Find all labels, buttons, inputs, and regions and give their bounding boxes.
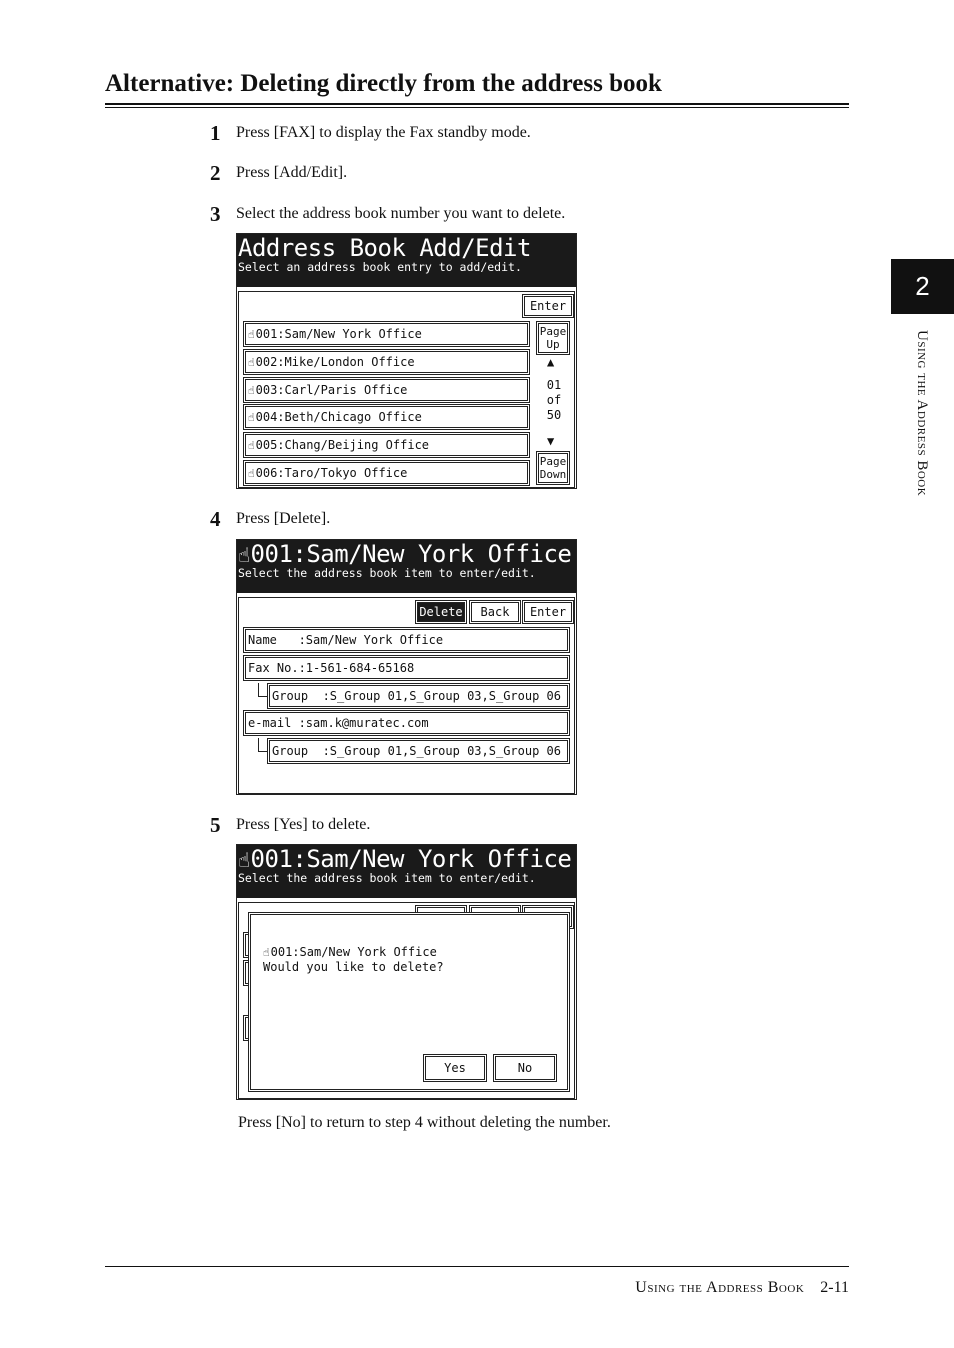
side-chapter-label: Using the Address Book <box>914 330 930 497</box>
fax-row[interactable]: Fax No.:1-561-684-65168 <box>245 657 568 679</box>
screen-header <box>237 234 576 287</box>
list-item[interactable] <box>245 351 528 373</box>
hand-icon: ☝ <box>248 466 255 480</box>
confirm-dialog <box>250 914 568 1090</box>
fax-group-row[interactable]: Group :S_Group 01,S_Group 03,S_Group 06 <box>269 685 568 707</box>
hand-icon: ☝ <box>238 848 250 872</box>
delete-confirm-screen <box>236 844 577 1100</box>
hand-icon: ☝ <box>263 946 270 959</box>
section-title: Alternative: Deleting directly from the address book <box>105 70 662 97</box>
page-down-button[interactable]: Page Down <box>539 455 567 481</box>
screen-header <box>237 845 576 898</box>
list-item[interactable] <box>245 379 528 401</box>
step-number: 1 <box>210 121 221 145</box>
list-item[interactable] <box>245 462 528 484</box>
list-item[interactable] <box>245 406 528 428</box>
hand-icon: ☝ <box>248 438 255 452</box>
step-number: 4 <box>210 507 221 531</box>
title-rule-thin <box>105 107 849 108</box>
entry-label: 006:Taro/Tokyo Office <box>255 466 408 480</box>
back-button[interactable]: Back <box>471 602 519 622</box>
dialog-message: ☝001:Sam/New York Office Would you like to delete? <box>263 945 444 974</box>
page-up-button[interactable]: Page Up <box>539 325 567 351</box>
hand-icon: ☝ <box>248 355 255 369</box>
page-number: 2-11 <box>820 1279 849 1296</box>
step-text: Press [FAX] to display the Fax standby mode. <box>236 124 531 141</box>
screen-subtitle: Select the address book item to enter/edit. <box>238 566 536 580</box>
list-item[interactable] <box>245 323 528 345</box>
screen-title: ☝001:Sam/New York Office <box>238 845 572 873</box>
page-indicator: 01 of 50 <box>546 378 562 422</box>
delete-button[interactable]: Delete <box>417 602 465 622</box>
hand-icon: ☝ <box>248 410 255 424</box>
screen-title: Address Book Add/Edit <box>238 234 531 262</box>
up-arrow-icon: ▲ <box>547 355 555 369</box>
entry-edit-screen <box>236 539 577 795</box>
step-text: Select the address book number you want to delete. <box>236 205 566 222</box>
screen-subtitle: Select an address book entry to add/edit. <box>238 260 522 274</box>
footer-rule <box>105 1266 849 1267</box>
yes-button[interactable]: Yes <box>425 1056 485 1080</box>
tree-connector <box>258 683 268 697</box>
tree-connector <box>258 738 268 752</box>
email-row[interactable]: e-mail :sam.k@muratec.com <box>245 712 568 734</box>
entry-label: 001:Sam/New York Office <box>255 327 422 341</box>
screen-body <box>238 291 575 488</box>
page-footer <box>635 1279 849 1297</box>
screen-header <box>237 540 576 593</box>
screen-body <box>238 902 575 1099</box>
screen-body <box>238 597 575 794</box>
list-item[interactable] <box>245 434 528 456</box>
chapter-tab: 2 <box>891 259 954 314</box>
name-row[interactable]: Name :Sam/New York Office <box>245 629 568 651</box>
hand-icon: ☝ <box>238 543 250 567</box>
down-arrow-icon: ▼ <box>547 434 555 448</box>
hand-icon: ☝ <box>248 327 255 341</box>
enter-button[interactable]: Enter <box>524 602 572 622</box>
hand-icon: ☝ <box>248 383 255 397</box>
step-text: Press [Add/Edit]. <box>236 164 348 181</box>
title-rule <box>105 103 849 105</box>
step-number: 5 <box>210 813 221 837</box>
footer-section: Using the Address Book <box>635 1279 805 1296</box>
enter-button[interactable]: Enter <box>524 296 572 316</box>
step-number: 2 <box>210 161 221 185</box>
entry-label: 002:Mike/London Office <box>255 355 415 369</box>
screen-title: ☝001:Sam/New York Office <box>238 540 572 568</box>
address-book-screen <box>236 233 577 489</box>
screen-subtitle: Select the address book item to enter/edit. <box>238 871 536 885</box>
entry-label: 005:Chang/Beijing Office <box>255 438 430 452</box>
note-text: Press [No] to return to step 4 without deleting the number. <box>238 1114 611 1131</box>
step-text: Press [Delete]. <box>236 510 331 527</box>
step-number: 3 <box>210 202 221 226</box>
entry-label: 004:Beth/Chicago Office <box>255 410 422 424</box>
no-button[interactable]: No <box>495 1056 555 1080</box>
entry-label: 003:Carl/Paris Office <box>255 383 408 397</box>
step-text: Press [Yes] to delete. <box>236 816 371 833</box>
email-group-row[interactable]: Group :S_Group 01,S_Group 03,S_Group 06 <box>269 740 568 762</box>
